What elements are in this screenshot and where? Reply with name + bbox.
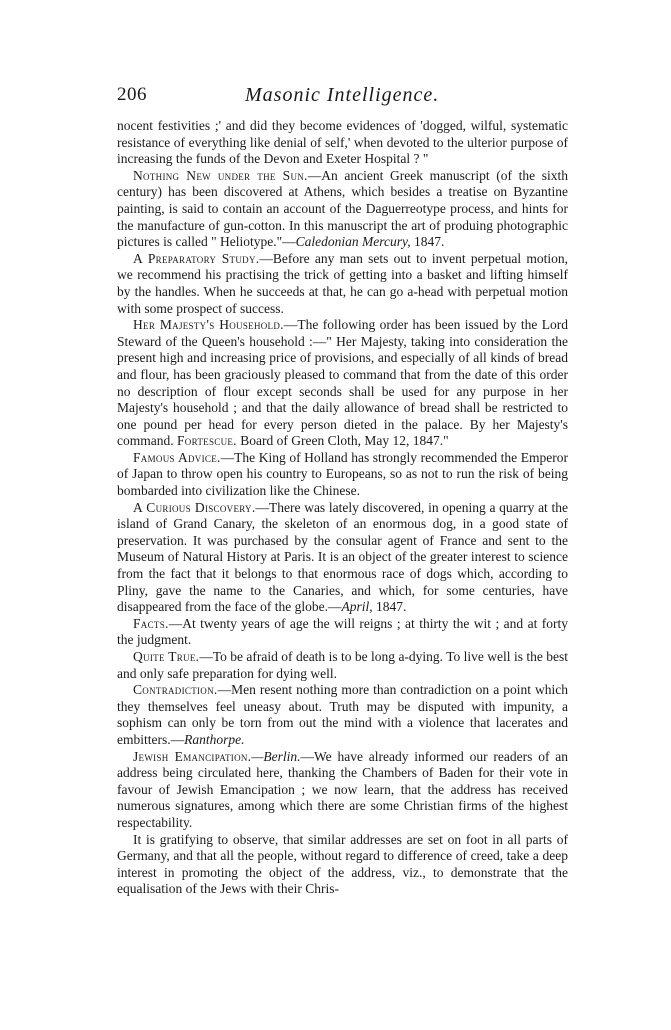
paragraph-famous-advice: Famous Advice.—The King of Holland has strongly recommended the Emperor of Japan to throw open his country to Europeans, so as not to run the risk of being bombarded into civilization like the Chinese. bbox=[117, 449, 568, 499]
paragraph-preparatory-study: A Preparatory Study.—Before any man sets out to invent perpetual motion, we recommend his practising the trick of getting into a basket and lifting himself by the handles. When he succeeds at that, he can go a-head with perpetual motion with some prospect of success. bbox=[117, 250, 568, 316]
section-heading: Famous Advice. bbox=[133, 449, 221, 465]
paragraph-curious-discovery: A Curious Discovery.—There was lately discovered, in opening a quarry at the island of Grand Canary, the skeleton of an enormous dog, in a good state of preservation. It was purchased by the consular agent of France and sent to the Museum of Natural History at Paris. It is an object of the greater interest to science from the fact that it belongs to that enormous race of dogs which, according to Pliny, gave the name to the Canaries, and which, for some centuries, have disappeared from the face of the globe.—April, 1847. bbox=[117, 499, 568, 615]
paragraph-quite-true: Quite True.—To be afraid of death is to be long a-dying. To live well is the best and only safe preparation for dying well. bbox=[117, 649, 569, 681]
dateline: —Berlin. bbox=[251, 748, 301, 764]
source-citation: April, bbox=[341, 599, 373, 615]
paragraph-continuation: nocent festivities ;' and did they become evidences of 'dogged, wilful, systematic resistance of everything like denial of self,' when devoted to the ulterior purpose of increasing the funds of the Devon and Exeter Hospital ? " bbox=[117, 118, 568, 167]
signature: Fortescue. bbox=[177, 433, 237, 449]
section-heading: Jewish Emancipation. bbox=[133, 748, 252, 764]
running-title: Masonic Intelligence. bbox=[245, 84, 440, 106]
source-citation: Ranthorpe. bbox=[184, 731, 245, 747]
paragraph-facts: Facts.—At twenty years of age the will reigns ; at thirty the wit ; and at forty the judgment. bbox=[117, 615, 568, 648]
paragraph-contradiction: Contradiction.—Men resent nothing more than contradiction on a point which they themselves feel uneasy about. Truth may be disputed with impunity, a sophism can only be torn from out the mind with a violence that lacerates and embitters.—Ranthorpe. bbox=[117, 682, 568, 747]
section-heading: A Curious Discovery. bbox=[133, 499, 256, 515]
paragraph-household: Her Majesty's Household.—The following order has been issued by the Lord Steward of the Queen's household :—" Her Majesty, taking into consideration the present high and increasing price of provisions, and especially of all kinds of bread and flour, has been graciously pleased to command that from the date of this order no description of flour except seconds shall be used for any purpose in her Majesty's household ; and that the daily allowance of bread shall be restricted to one pound per head for every person dieted in the palace. By her Majesty's command. Fortescue. Board of Green Cloth, May 12, 1847." bbox=[117, 317, 568, 449]
paragraph-nothing-new: Nothing New under the Sun.—An ancient Greek manuscript (of the sixth century) has been discovered at Athens, which besides a treatise on Byzantine painting, is said to contain an account of the Daguerreotype process, and hints for the manufacture of gun-cotton. In this manuscript the art of produing photographic pictures is called " Heliotype."—Caledonian Mercury, 1847. bbox=[117, 167, 568, 250]
source-citation: Caledonian Mercury, bbox=[295, 234, 411, 250]
paragraph-gratifying: It is gratifying to observe, that similar addresses are set on foot in all parts of Germany, and that all the people, without regard to difference of creed, take a deep interest in promoting the object of the address, viz., to demonstrate that the equalisation of the Jews with their Chris- bbox=[117, 831, 568, 897]
section-heading: A Preparatory Study. bbox=[133, 250, 260, 266]
section-heading: Quite True. bbox=[133, 649, 200, 664]
section-heading: Contradiction. bbox=[133, 682, 218, 698]
section-heading: Her Majesty's Household. bbox=[133, 317, 284, 333]
page-number: 206 bbox=[117, 84, 147, 105]
paragraph-jewish-emancipation: Jewish Emancipation.—Berlin.—We have already informed our readers of an address being circulated here, thanking the Chambers of Baden for their vote in favour of Jewish Emancipation ; we now learn, that the address has received numerous signatures, among which there are some Christian firms of the highest respectability. bbox=[117, 748, 568, 830]
section-heading: Facts. bbox=[133, 615, 169, 631]
article-body bbox=[117, 118, 568, 898]
section-heading: Nothing New under the Sun. bbox=[133, 167, 308, 183]
running-head bbox=[117, 84, 568, 108]
